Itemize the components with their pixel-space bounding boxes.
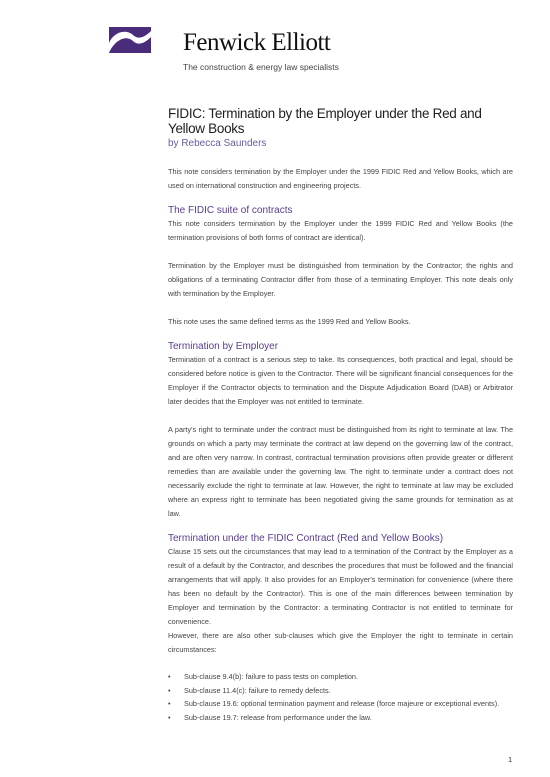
list-item: • Sub-clause 19.6: optional termination payment and release (force majeure or exceptional events). xyxy=(168,697,513,711)
section-heading-fidic: Termination under the FIDIC Contract (Red and Yellow Books) xyxy=(168,533,444,544)
suite-paragraph-3: This note uses the same defined terms as the 1999 Red and Yellow Books. xyxy=(168,317,411,326)
employer-paragraph-2: A party's right to terminate under the contract must be distinguished from its right to terminate at law. The grounds on which a party may terminate the contract at law depend on the governing law of the contract, and are often very narrow. In contrast, contractual termination provisions often provide greater or different remedies than are available under the governing law. The right to terminate under a contract does not necessarily exclude the right to terminate at law. However, the right to terminate at law may be excluded where an express right to terminate has been negotiated giving the same grounds for termination as at law. xyxy=(168,425,513,518)
page-number: 1 xyxy=(508,755,513,764)
brand-name: Fenwick Elliott xyxy=(183,29,331,56)
fenwick-elliott-logo-icon xyxy=(109,27,151,53)
document-body xyxy=(168,165,513,724)
document-title: FIDIC: Termination by the Employer under the Red and Yellow Books xyxy=(168,106,482,136)
list-item: • Sub-clause 9.4(b): failure to pass tests on completion. xyxy=(168,670,513,684)
employer-paragraph-1: Termination of a contract is a serious step to take. Its consequences, both practical and legal, should be considered before notice is given to the Contractor. There will be significant financial consequences for the Employer if the Contractor objects to termination and the Dispute Adjudication Board (DAB) or Arbitrator later decides that the Employer was not entitled to terminate. xyxy=(168,355,513,406)
termination-subclause-list xyxy=(168,670,513,724)
fidic-paragraph-1: Clause 15 sets out the circumstances that may lead to a termination of the Contract by the Employer as a result of a default by the Contractor, and describes the procedures that must be followed and the financial arrangements that will apply. It also provides for an Employer's termination for convenience (where there has been no default by the Contractor). This is one of the main differences between termination by Employer and termination by the Contractor: a terminating Contractor is not entitled to terminate for convenience. xyxy=(168,547,513,626)
suite-paragraph-1: This note considers termination by the Employer under the 1999 FIDIC Red and Yellow Books (the termination provisions of both forms of contract are identical). xyxy=(168,219,513,242)
list-item: • Sub-clause 11.4(c): failure to remedy defects. xyxy=(168,684,513,698)
intro-paragraph: This note considers termination by the Employer under the 1999 FIDIC Red and Yellow Books, which are used on international construction and engineering projects. xyxy=(168,167,513,190)
fidic-paragraph-2: However, there are also other sub-clauses which give the Employer the right to terminate in certain circumstances: xyxy=(168,631,513,654)
list-item: • Sub-clause 19.7: release from performance under the law. xyxy=(168,711,513,725)
brand-tagline: The construction & energy law specialists xyxy=(183,62,339,72)
section-heading-suite: The FIDIC suite of contracts xyxy=(168,205,293,216)
suite-paragraph-2: Termination by the Employer must be distinguished from termination by the Contractor; the rights and obligations of a terminating Contractor differ from those of a terminating Employer. This note deals only with termination by the Employer. xyxy=(168,261,513,298)
document-byline: by Rebecca Saunders xyxy=(168,138,267,149)
section-heading-employer: Termination by Employer xyxy=(168,341,279,352)
